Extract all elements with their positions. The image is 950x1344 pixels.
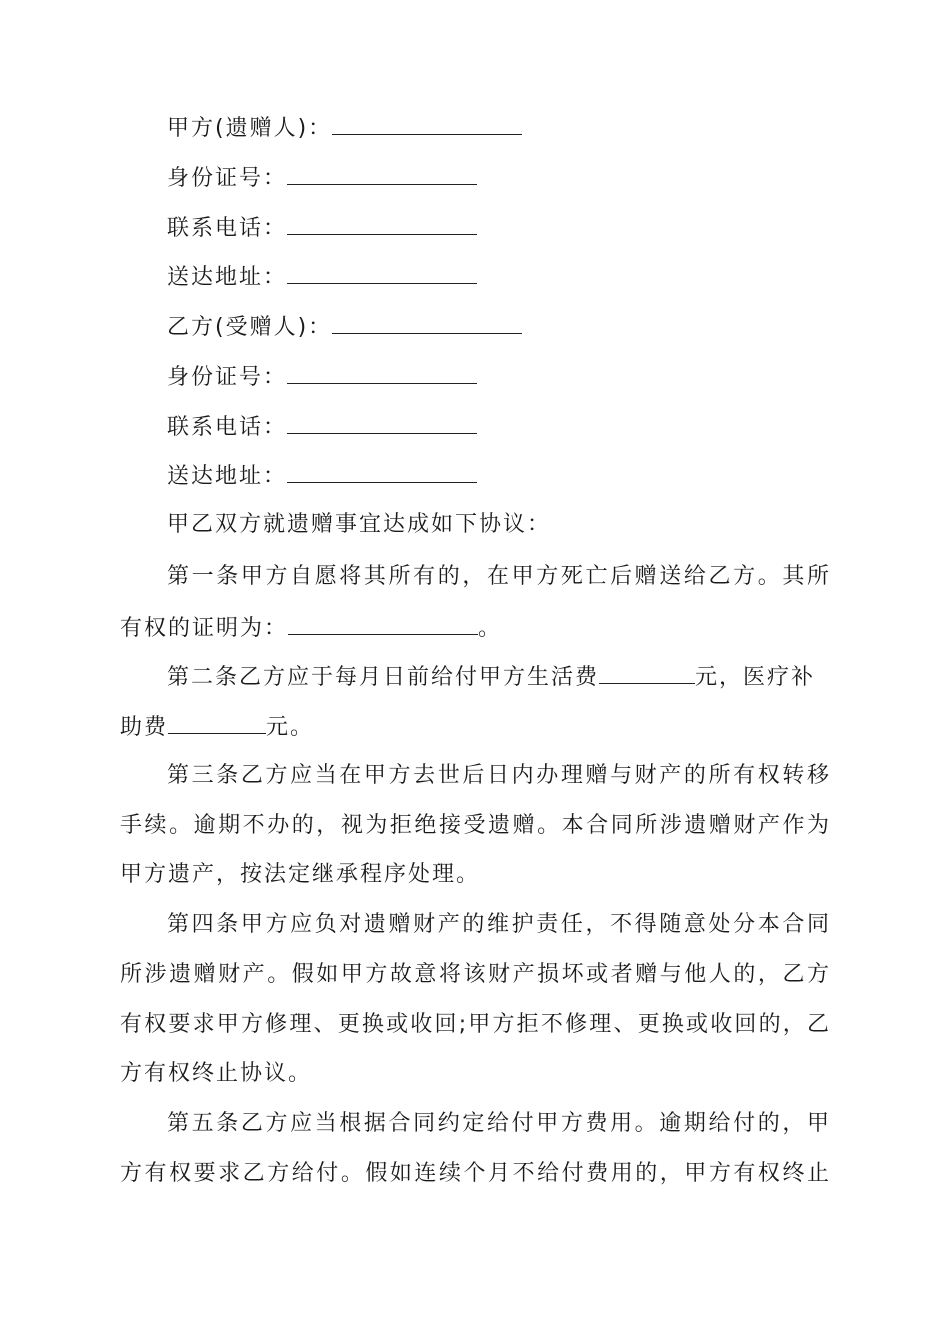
article2-line1: 第二条乙方应于每月日前给付甲方生活费 元，医疗补	[167, 661, 831, 691]
party-b-address-blank[interactable]	[287, 460, 477, 483]
article2-line2: 助费 元。	[120, 711, 840, 741]
article1-proof-blank[interactable]	[288, 612, 478, 635]
article3-line1: 第三条乙方应当在甲方去世后日内办理赠与财产的所有权转移	[167, 763, 831, 788]
article4-line1: 第四条甲方应负对遗赠财产的维护责任，不得随意处分本合同	[167, 912, 831, 937]
article2-medical-expense-blank[interactable]	[168, 711, 266, 734]
party-a-phone-blank[interactable]	[287, 212, 477, 235]
article5-line1: 第五条乙方应当根据合同约定给付甲方费用。逾期给付的，甲	[167, 1111, 831, 1136]
party-b-id-row	[167, 361, 887, 391]
article3-line3: 甲方遗产，按法定继承程序处理。	[120, 862, 481, 887]
party-a-address-label: 送达地址：	[167, 265, 288, 290]
party-b-phone-blank[interactable]	[287, 411, 477, 434]
article1-line2: 有权的证明为： 。	[120, 612, 840, 642]
article4-line4: 方有权终止协议。	[120, 1061, 313, 1086]
party-a-phone-row	[167, 212, 887, 242]
party-a-id-blank[interactable]	[287, 162, 477, 185]
article1-line1: 第一条甲方自愿将其所有的，在甲方死亡后赠送给乙方。其所	[167, 564, 831, 589]
article4-line2: 所涉遗赠财产。假如甲方故意将该财产损坏或者赠与他人的，乙方	[120, 962, 831, 987]
party-a-address-row	[167, 261, 887, 291]
party-b-address-row	[167, 460, 887, 490]
party-a-title-label: 甲方(遗赠人)：	[167, 116, 333, 141]
party-b-phone-row	[167, 411, 887, 441]
party-a-name-blank[interactable]	[332, 112, 522, 135]
article2-living-expense-blank[interactable]	[599, 661, 695, 684]
party-b-name-blank[interactable]	[332, 311, 522, 334]
article5-line2: 方有权要求乙方给付。假如连续个月不给付费用的，甲方有权终止	[120, 1161, 831, 1186]
article3-line2: 手续。逾期不办的，视为拒绝接受遗赠。本合同所涉遗赠财产作为	[120, 813, 831, 838]
party-b-title-row	[167, 311, 887, 341]
party-a-phone-label: 联系电话：	[167, 216, 288, 241]
party-a-id-row	[167, 162, 887, 192]
agreement-intro: 甲乙双方就遗赠事宜达成如下协议：	[167, 512, 552, 537]
party-b-phone-label: 联系电话：	[167, 415, 288, 440]
party-b-id-blank[interactable]	[287, 361, 477, 384]
party-b-title-label: 乙方(受赠人)：	[167, 315, 333, 340]
party-a-id-label: 身份证号：	[167, 166, 288, 191]
article4-line3: 有权要求甲方修理、更换或收回;甲方拒不修理、更换或收回的，乙	[120, 1012, 831, 1037]
party-b-id-label: 身份证号：	[167, 365, 288, 390]
party-a-address-blank[interactable]	[287, 261, 477, 284]
party-a-title-row	[167, 112, 887, 142]
party-b-address-label: 送达地址：	[167, 464, 288, 489]
